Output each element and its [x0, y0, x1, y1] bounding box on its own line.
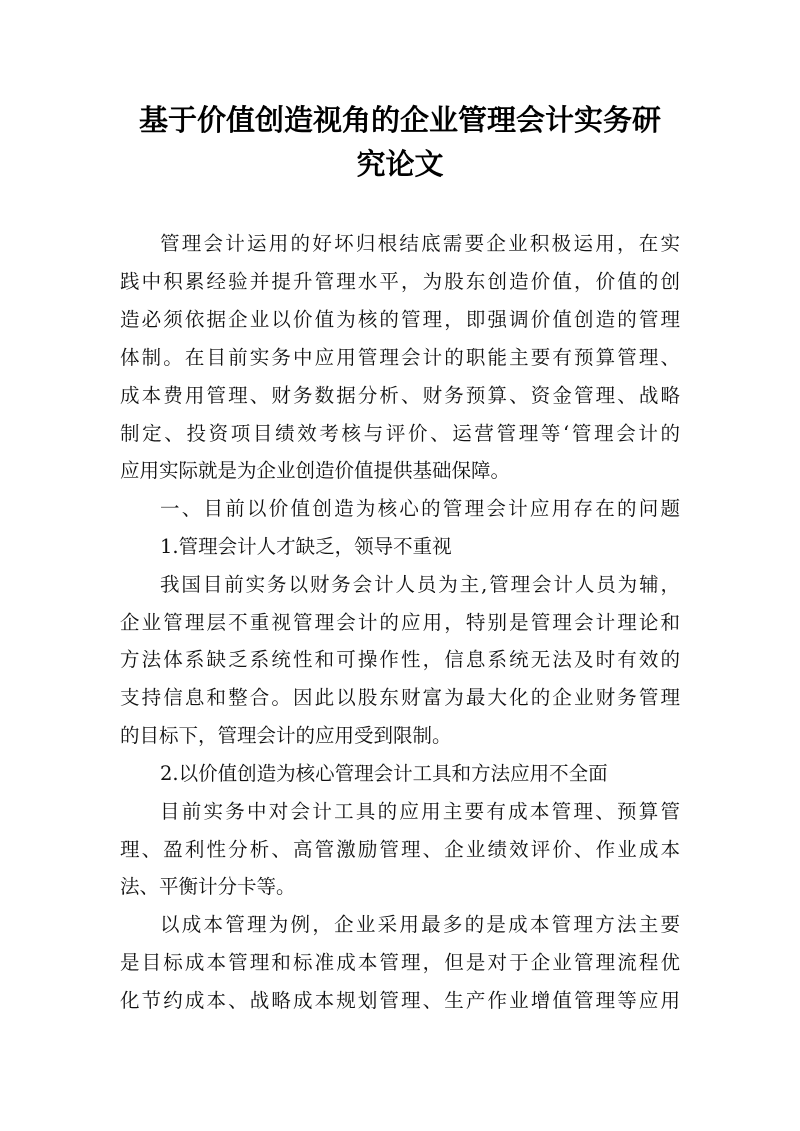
paragraph-line: 目前实务中对会计工具的应用主要有成本管理、预算管: [160, 800, 680, 823]
document-title-line-1: 基于价值创造视角的企业管理会计实务研: [138, 103, 661, 137]
paragraph-line: 践中积累经验并提升管理水平，为股东创造价值，价值的创: [120, 270, 680, 293]
subsection-heading: 1.管理会计人才缺乏，领导不重视: [160, 535, 452, 558]
paragraph-line: 法、平衡计分卡等。: [120, 875, 296, 898]
paragraph-line: 方法体系缺乏系统性和可操作性，信息系统无法及时有效的: [120, 648, 680, 671]
paragraph-line: 制定、投资项目绩效考核与评价、运营管理等‘管理会计的: [120, 422, 680, 445]
section-heading: 一、目前以价值创造为核心的管理会计应用存在的问题: [160, 497, 680, 520]
paragraph-line: 支持信息和整合。因此以股东财富为最大化的企业财务管理: [120, 686, 680, 709]
paragraph-line: 成本费用管理、财务数据分析、财务预算、资金管理、战略: [120, 384, 680, 407]
paragraph-line: 应用实际就是为企业创造价值提供基础保障。: [120, 459, 511, 482]
paragraph-line: 造必须依据企业以价值为核的管理，即强调价值创造的管理: [120, 308, 680, 331]
paragraph-line: 我国目前实务以财务会计人员为主,管理会计人员为辅，: [160, 573, 680, 596]
paragraph-line: 化节约成本、战略成本规划管理、生产作业增值管理等应用: [120, 989, 680, 1012]
paragraph-line: 以成本管理为例，企业采用最多的是成本管理方法主要: [160, 913, 680, 936]
paragraph-line: 管理会计运用的好坏归根结底需要企业积极运用，在实: [160, 232, 680, 255]
document-title-line-2: 究论文: [356, 147, 444, 181]
paragraph-line: 是目标成本管理和标准成本管理，但是对于企业管理流程优: [120, 951, 680, 974]
paragraph-line: 企业管理层不重视管理会计的应用，特别是管理会计理论和: [120, 611, 680, 634]
paragraph-line: 理、盈利性分析、高管激励管理、企业绩效评价、作业成本: [120, 838, 680, 861]
subsection-heading: 2.以价值创造为核心管理会计工具和方法应用不全面: [160, 762, 608, 785]
paragraph-line: 体制。在目前实务中应用管理会计的职能主要有预算管理、: [120, 346, 680, 369]
paragraph-line: 的目标下，管理会计的应用受到限制。: [120, 724, 452, 747]
